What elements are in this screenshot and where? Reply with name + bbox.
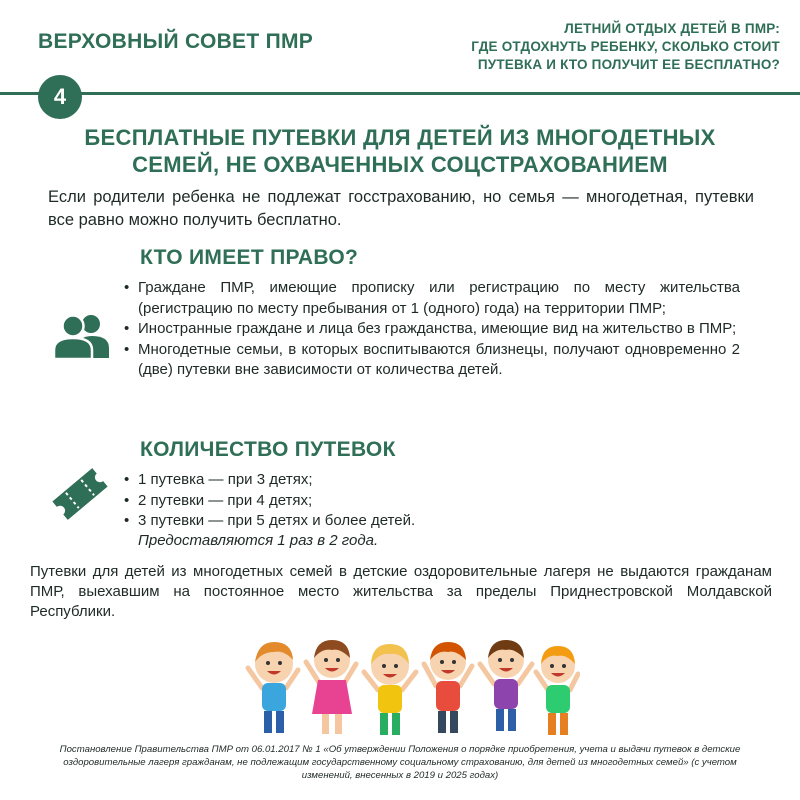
list-item: • 1 путевка — при 3 детях; (122, 470, 642, 491)
list-item: • Многодетные семьи, в которых воспитываются близнецы, получают одновременно 2 (две) путевки вне зависимости от количества детей. (122, 340, 740, 381)
child-figure (536, 646, 578, 735)
eligibility-list (122, 278, 740, 381)
section-title-line: СЕМЕЙ, НЕ ОХВАЧЕННЫХ СОЦСТРАХОВАНИЕМ (132, 152, 668, 177)
ticket-icon (48, 462, 112, 526)
header-topic-line: ПУТЕВКА И КТО ПОЛУЧИТ ЕЕ БЕСПЛАТНО? (477, 57, 780, 72)
child-figure (424, 642, 472, 733)
list-item: • 2 путевки — при 4 детях; (122, 491, 642, 512)
brand-title: ВЕРХОВНЫЙ СОВЕТ ПМР (38, 30, 314, 53)
child-figure (306, 640, 356, 734)
child-figure (480, 640, 532, 731)
header-topic-line: ГДЕ ОТДОХНУТЬ РЕБЕНКУ, СКОЛЬКО СТОИТ (471, 39, 780, 54)
source-footnote: Постановление Правительства ПМР от 06.01.2017 № 1 «Об утверждении Положения о порядке приобретения, учета и выдачи путевок в детские оздоровительные лагеря гражданам, не подлежащим государственному социальному страхованию, для детей из многодетных семей» (с учетом изменений, внесенных в 2019 и 2025 годах) (59, 744, 741, 781)
header-divider (0, 92, 800, 95)
people-icon (52, 314, 112, 360)
list-item: • Иностранные граждане и лица без гражданства, имеющие вид на жительство в ПМР; (122, 319, 740, 340)
section-title (30, 124, 770, 178)
outro-paragraph: Путевки для детей из многодетных семей в детские оздоровительные лагеря не выдаются гражданам ПМР, выехавшим на постоянное место жительства за пределы Приднестровской Молдавской Республики. (30, 563, 772, 620)
header-topic (400, 20, 780, 74)
child-figure (248, 642, 298, 733)
section-title-line: БЕСПЛАТНЫЕ ПУТЕВКИ ДЛЯ ДЕТЕЙ ИЗ МНОГОДЕТНЫХ (84, 125, 716, 150)
quantity-note: Предоставляются 1 раз в 2 года. (138, 532, 379, 549)
header-topic-line: ЛЕТНИЙ ОТДЫХ ДЕТЕЙ В ПМР: (564, 21, 780, 36)
eligibility-heading: КТО ИМЕЕТ ПРАВО? (140, 246, 359, 269)
list-item: • 3 путевки — при 5 детях и более детей. (122, 511, 642, 532)
children-illustration (240, 628, 580, 743)
intro-paragraph: Если родители ребенка не подлежат госстрахованию, но семья — многодетная, путевки все равно можно получить бесплатно. (48, 188, 754, 229)
quantity-heading: КОЛИЧЕСТВО ПУТЕВОК (140, 438, 396, 461)
page-number-badge: 4 (38, 75, 82, 119)
list-item: • Граждане ПМР, имеющие прописку или регистрацию по месту жительства (регистрацию по месту пребывания от 1 (одного) года) на территории ПМР; (122, 278, 740, 319)
child-figure (364, 644, 416, 735)
quantity-list (122, 470, 642, 532)
